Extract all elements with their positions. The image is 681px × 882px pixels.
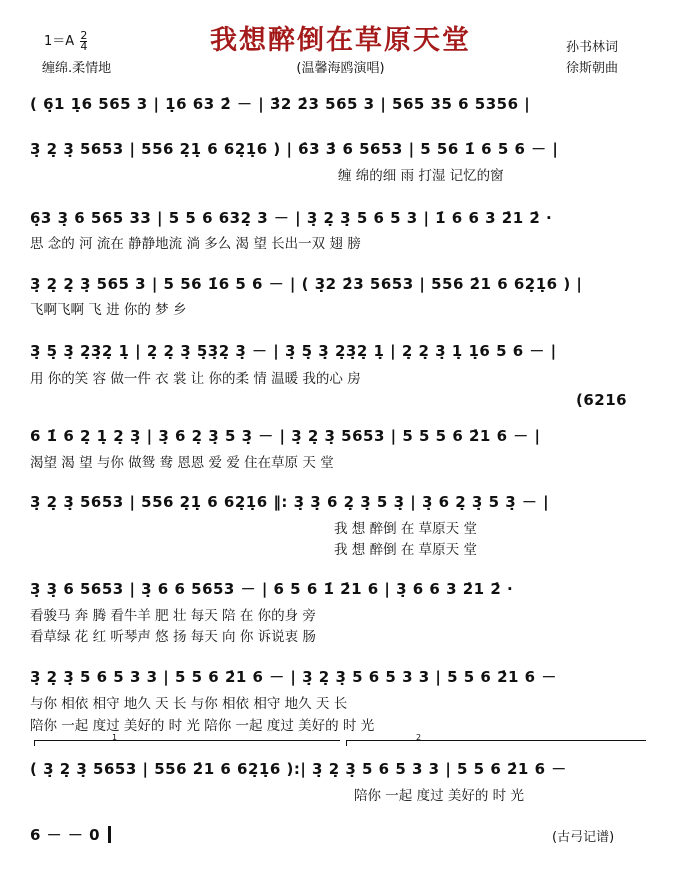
song-title: 我想醉倒在草原天堂 [210,25,471,56]
lyricist-credit: 孙书林词 [566,40,619,55]
notation-row-7: 3̣ 2̣ 3̣ 5653 | 556 2̣1̣ 6 62̣1̣6 ‖: 3̣ 3̣ 6 2̣ 3̣ 5 3̣ | 3̣ 6 2̣ 3̣ 5 3̣ － | [30,493,550,511]
lyric-row-8b: 看草绿 花 红 听琴声 悠 扬 每天 向 你 诉说衷 肠 [30,629,316,645]
lyric-row-7a: 我 想 醉倒 在 草原天 堂 [334,521,477,537]
notation-row-1: ( 6̣1 1̣6 565 3 | 1̣6 63 2̇ － | 3̇2 2̇3 565 3 | 565 35 6 5356 | [30,95,531,113]
final-barline [108,826,111,843]
lyric-row-9a: 与你 相依 相守 地久 天 长 与你 相依 相守 地久 天 长 [30,696,348,712]
notation-row-9: 3̣ 2̣ 3̣ 5 6 5 3 3 | 5 5 6 2̇1 6 － | 3̣ 2̣ 3̣ 5 6 5 3 3 | 5 5 6 2̇1 6 － [30,668,557,686]
lyric-row-8a: 看骏马 奔 腾 看牛羊 肥 壮 每天 陪 在 你的身 旁 [30,608,316,624]
lyric-row-5: 用 你的笑 容 做一件 衣 裳 让 你的柔 情 温暖 我的心 房 [30,371,361,387]
volta-2-tick [346,740,347,746]
time-numerator: 2 [80,29,88,42]
notation-row-5: 3̣ 5̣ 3̣ 2̣3̣2̣ 1̣ | 2̣ 2̣ 3̣ 5̣3̣2̣ 3̣ － | 3̣ 5̣ 3̣ 2̣3̣2̣ 1̣ | 2̣ 2̣ 3̣ 1̣ 1̣6 5 6 － | [30,342,557,360]
notation-row-2: 3̣ 2̣ 3̣ 5653 | 556 2̣1̣ 6 62̣1̣6 ) | 6̇3 3̇ 6 5653 | 5 56 1̇ 6 5 6 － | [30,140,559,158]
notation-row-4: 3̣ 2̣ 2̣ 3̣ 565 3 | 5 56 1̇6 5 6 － | ( 3̣2 2̇3 5653 | 556 2̇1 6 62̣1̣6 ) | [30,275,583,293]
lyric-row-10: 陪你 一起 度过 美好的 时 光 [354,788,524,804]
volta-1-tick [34,740,35,746]
lyric-row-3: 思 念的 河 流在 静静地流 淌 多么 渴 望 长出一双 翅 膀 [30,236,361,252]
time-denominator: 4 [80,40,88,53]
volta-2-label: 2 [416,733,422,742]
lyric-row-7b: 我 想 醉倒 在 草原天 堂 [334,542,477,558]
notation-row-10: ( 3̣ 2̣ 3̣ 5653 | 556 2̇1 6 62̣1̣6 ):| 3̣ 2̣ 3̣ 5 6 5 3 3 | 5 5 6 2̇1 6 － [30,760,567,778]
composer-credit: 徐斯朝曲 [566,61,619,76]
volta-2-line [346,740,646,741]
singer-credit: (温馨海鸥演唱) [296,61,385,76]
volta-1-line [34,740,340,741]
transcriber-credit: (古弓记谱) [552,830,615,845]
expression-marking: 缠绵.柔情地 [42,61,112,76]
lyric-row-2: 缠 绵的细 雨 打湿 记忆的窗 [338,168,504,184]
notation-row-final [30,824,111,845]
lyric-row-4: 飞啊飞啊 飞 进 你的 梦 乡 [30,302,187,318]
lyric-row-9b: 陪你 一起 度过 美好的 时 光 陪你 一起 度过 美好的 时 光 [30,718,375,734]
notation-row-6: 6 1̇ 6 2̣ 1̣ 2̣ 3̣ | 3̣ 6 2̣ 3̣ 5 3̣ － | 3̣ 2̣ 3̣ 5653 | 5 5 5 6 2̇1 6 － | [30,427,541,445]
final-notes: 6 － － 0 [30,826,101,844]
notation-row-3: 6̣3 3̣ 6 565 33 | 5 5 6 632̣ 3 － | 3̣ 2̣ 3̣ 5 6 5 3 | 1̇ 6 6 3 2̇1 2̇ · [30,209,553,227]
volta-1-label: 1 [112,733,118,742]
intro-bracket-fragment: (6216 [576,391,628,409]
key-text: 1＝A [44,34,75,49]
notation-row-8: 3̣ 3̣ 6 5653 | 3̣ 6 6 5653 － | 6 5 6 1̇ 2̇1 6 | 3̣ 6 6 3 2̇1 2̇ · [30,580,514,598]
lyric-row-6: 渴望 渴 望 与你 做鸳 鸯 恩恩 爱 爱 住在草原 天 堂 [30,455,334,471]
